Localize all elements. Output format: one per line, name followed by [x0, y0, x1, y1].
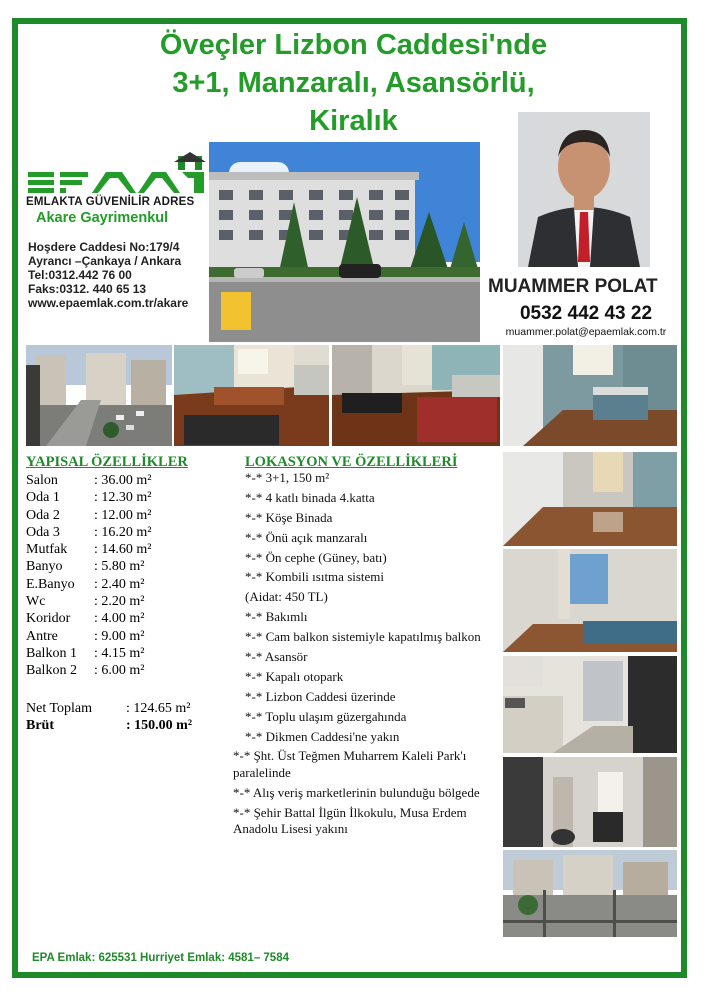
gross-total-value: : 150.00 m²: [126, 718, 193, 733]
location-heading: LOKASYON VE ÖZELLİKLERİ: [245, 454, 458, 470]
feature-item: *-* Köşe Binada: [245, 509, 333, 525]
feature-item: *-* Cam balkon sistemiyle kapatılmış balkon: [245, 629, 481, 645]
feature-item: *-* Önü açık manzaralı: [245, 529, 368, 545]
bathroom-photo: [503, 757, 677, 847]
room-area: : 12.30 m²: [94, 490, 152, 506]
feature-item: *-* Lizbon Caddesi üzerinde: [245, 688, 396, 704]
room-name: Oda 2: [26, 507, 60, 523]
room-name: Oda 3: [26, 524, 60, 540]
bedroom-photo-2: [503, 452, 677, 546]
feature-item: *-* Dikmen Caddesi'ne yakın: [245, 728, 400, 744]
balcony-view-photo: [503, 850, 677, 937]
room-row: [26, 541, 226, 558]
room-row: [26, 472, 226, 489]
room-area: : 14.60 m²: [94, 542, 152, 558]
title-line-2: 3+1, Manzaralı, Asansörlü,: [172, 67, 535, 99]
bedroom-photo-3: [503, 549, 677, 652]
area-totals: [26, 700, 226, 734]
room-row: [26, 662, 226, 679]
title-line-1: Öveçler Lizbon Caddesi'nde: [159, 29, 548, 61]
agency-name: Akare Gayrimenkul: [36, 210, 169, 226]
room-name: Mutfak: [26, 542, 68, 558]
room-row: [26, 489, 226, 506]
feature-item: *-* Şht. Üst Teğmen Muharrem Kaleli Park'ı paralelinde: [233, 748, 467, 780]
address-line: Ayrancı –Çankaya / Ankara: [28, 254, 182, 268]
living-room-photo-1: [174, 345, 329, 446]
net-total-row: [26, 700, 226, 717]
agency-address: [28, 240, 218, 310]
website-link[interactable]: www.epaemlak.com.tr/akare: [28, 296, 189, 310]
room-area: : 16.20 m²: [94, 524, 152, 540]
feature-item: *-* Alış veriş marketlerinin bulunduğu bölgede: [233, 784, 480, 800]
room-area: : 6.00 m²: [94, 663, 145, 679]
room-area: : 5.80 m²: [94, 559, 145, 575]
room-area: : 12.00 m²: [94, 507, 152, 523]
street-view-photo: [26, 345, 172, 446]
phone-line: Tel:0312.442 76 00: [28, 268, 132, 282]
location-feature-list: [233, 470, 499, 841]
room-name: Banyo: [26, 559, 63, 575]
feature-item: *-* Bakımlı: [245, 609, 308, 625]
feature-item: *-* 4 katlı binada 4.katta: [245, 489, 375, 505]
net-total-value: : 124.65 m²: [126, 701, 191, 716]
kitchen-photo: [503, 656, 677, 753]
gross-total-label: Brüt: [26, 718, 54, 733]
room-row: [26, 524, 226, 541]
agency-tagline: EMLAKTA GÜVENİLİR ADRES: [26, 196, 195, 208]
gross-total-row: [26, 717, 226, 734]
room-row: [26, 610, 226, 627]
feature-item: *-* Ön cephe (Güney, batı): [245, 549, 387, 565]
footer-listing-ids: EPA Emlak: 625531 Hurriyet Emlak: 4581– 7584: [32, 952, 289, 964]
bedroom-photo-1: [503, 345, 677, 446]
room-area: : 4.15 m²: [94, 645, 145, 661]
address-line: Hoşdere Caddesi No:179/4: [28, 240, 180, 254]
agent-photo: [518, 112, 650, 267]
room-area: : 9.00 m²: [94, 628, 145, 644]
room-area: : 4.00 m²: [94, 611, 145, 627]
feature-item: *-* Toplu ulaşım güzergahında: [245, 708, 407, 724]
structural-heading: YAPISAL ÖZELLİKLER: [26, 454, 188, 470]
room-name: E.Banyo: [26, 576, 75, 592]
room-row: [26, 558, 226, 575]
room-row: [26, 593, 226, 610]
room-area-list: [26, 472, 226, 680]
feature-item: *-* Kombili ısıtma sistemi: [245, 569, 385, 585]
feature-item: *-* Kapalı otopark: [245, 668, 344, 684]
room-area: : 2.40 m²: [94, 576, 145, 592]
room-row: [26, 628, 226, 645]
feature-item: (Aidat: 450 TL): [245, 589, 328, 605]
room-name: Oda 1: [26, 490, 60, 506]
living-room-photo-2: [332, 345, 500, 446]
room-name: Wc: [26, 594, 46, 610]
room-name: Balkon 1: [26, 645, 77, 661]
net-total-label: Net Toplam: [26, 701, 93, 716]
room-name: Balkon 2: [26, 663, 77, 679]
room-row: [26, 645, 226, 662]
room-name: Antre: [26, 628, 58, 644]
feature-item: *-* 3+1, 150 m²: [245, 470, 330, 485]
room-name: Salon: [26, 473, 58, 488]
agent-phone[interactable]: 0532 442 43 22: [519, 303, 653, 324]
building-photo: [209, 142, 480, 342]
room-row: [26, 576, 226, 593]
title-line-3: Kiralık: [309, 105, 398, 137]
fax-line: Faks:0312. 440 65 13: [28, 282, 147, 296]
feature-item: *-* Şehir Battal İlgün İlkokulu, Musa Erdem Anadolu Lisesi yakını: [233, 804, 467, 837]
room-row: [26, 507, 226, 524]
agent-name: MUAMMER POLAT: [488, 276, 658, 297]
feature-item: *-* Asansör: [245, 649, 308, 665]
room-area: : 2.20 m²: [94, 594, 145, 610]
agent-email[interactable]: muammer.polat@epaemlak.com.tr: [505, 326, 667, 338]
room-area: : 36.00 m²: [94, 473, 152, 488]
room-name: Koridor: [26, 611, 71, 627]
